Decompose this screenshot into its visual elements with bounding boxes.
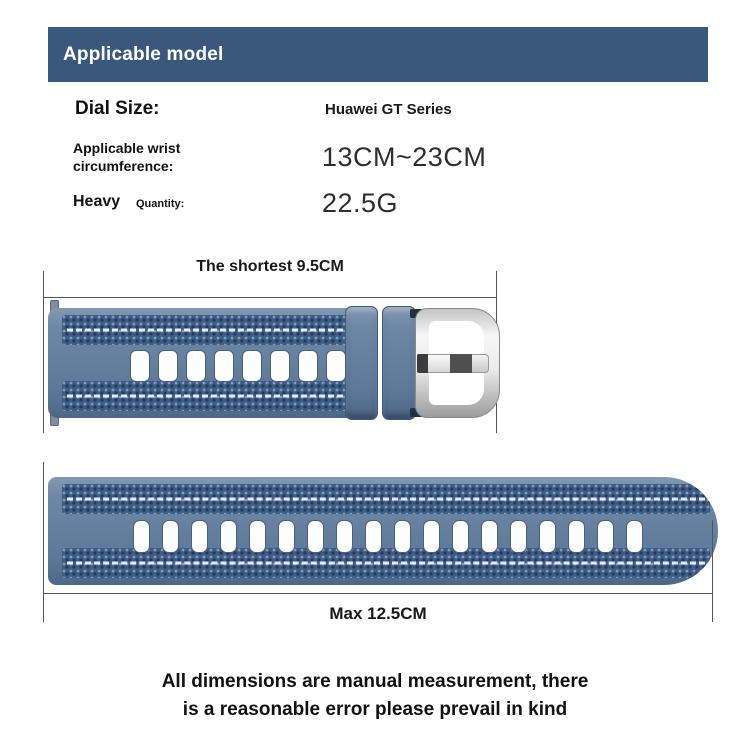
weight-quantity-label: Quantity: [136,198,185,210]
strap-hole [214,350,234,382]
strap-hole [481,520,498,553]
strap-hole [452,520,469,553]
strap-keeper-loop-1 [345,306,378,420]
fabric-texture-band-top [62,315,348,345]
strap-hole [510,520,527,553]
strap-hole [278,520,295,553]
shortest-dimension-tick-left [43,271,44,433]
strap2-holes [133,520,655,553]
strap-hole [298,350,318,382]
strap-hole [158,350,178,382]
section-title: Applicable model [63,43,224,65]
strap1-holes [130,350,348,382]
stitch-line [67,498,705,501]
wrist-circumference-label: Applicable wrist circumference: [73,140,181,174]
fabric-texture-band-bottom [62,381,348,411]
strap-hole [220,520,237,553]
prong-hinge-segment [417,354,428,373]
strap-hole [270,350,290,382]
strap-hole [365,520,382,553]
strap-hole [423,520,440,553]
shortest-length-label: The shortest 9.5CM [196,258,344,275]
short-strap-body [48,308,348,418]
disclaimer-text [0,668,750,723]
stitch-line [67,395,343,398]
strap-hole [186,350,206,382]
weight-value: 22.5G [322,188,399,218]
disclaimer-line2: is a reasonable error please prevail in kind [182,698,568,720]
strap-hole [336,520,353,553]
stitch-line [67,329,343,332]
strap-hole [626,520,643,553]
disclaimer-line1: All dimensions are manual measurement, there [161,671,589,692]
long-strap-illustration [48,477,718,585]
shortest-dimension-line [43,297,497,298]
prong-silver-segment [428,354,450,373]
max-dimension-line [43,593,713,594]
max-length-label: Max 12.5CM [329,604,427,623]
fabric-texture-band-top [62,484,710,514]
weight-label: Heavy [73,193,121,210]
strap-hole [568,520,585,553]
strap-hole [133,520,150,553]
max-dimension-tick-left [43,462,44,622]
prong-dark-segment [450,354,472,373]
strap-hole [191,520,208,553]
strap-hole [326,350,346,382]
section-header-bar [48,27,708,82]
prong-tip-segment [472,354,489,373]
strap-hole [242,350,262,382]
strap-hole [249,520,266,553]
wrist-circumference-value: 13CM~23CM [322,142,487,172]
strap-hole [307,520,324,553]
strap-hole [394,520,411,553]
dial-size-label: Dial Size: [75,98,160,119]
strap-hole [130,350,150,382]
strap-hole [597,520,614,553]
short-strap-illustration [48,306,500,420]
dial-size-value: Huawei GT Series [325,101,452,118]
strap-keeper-loop-2 [382,306,416,420]
strap-hole [162,520,179,553]
strap-hole [539,520,556,553]
stitch-line [67,562,705,565]
buckle-prong [417,354,489,373]
